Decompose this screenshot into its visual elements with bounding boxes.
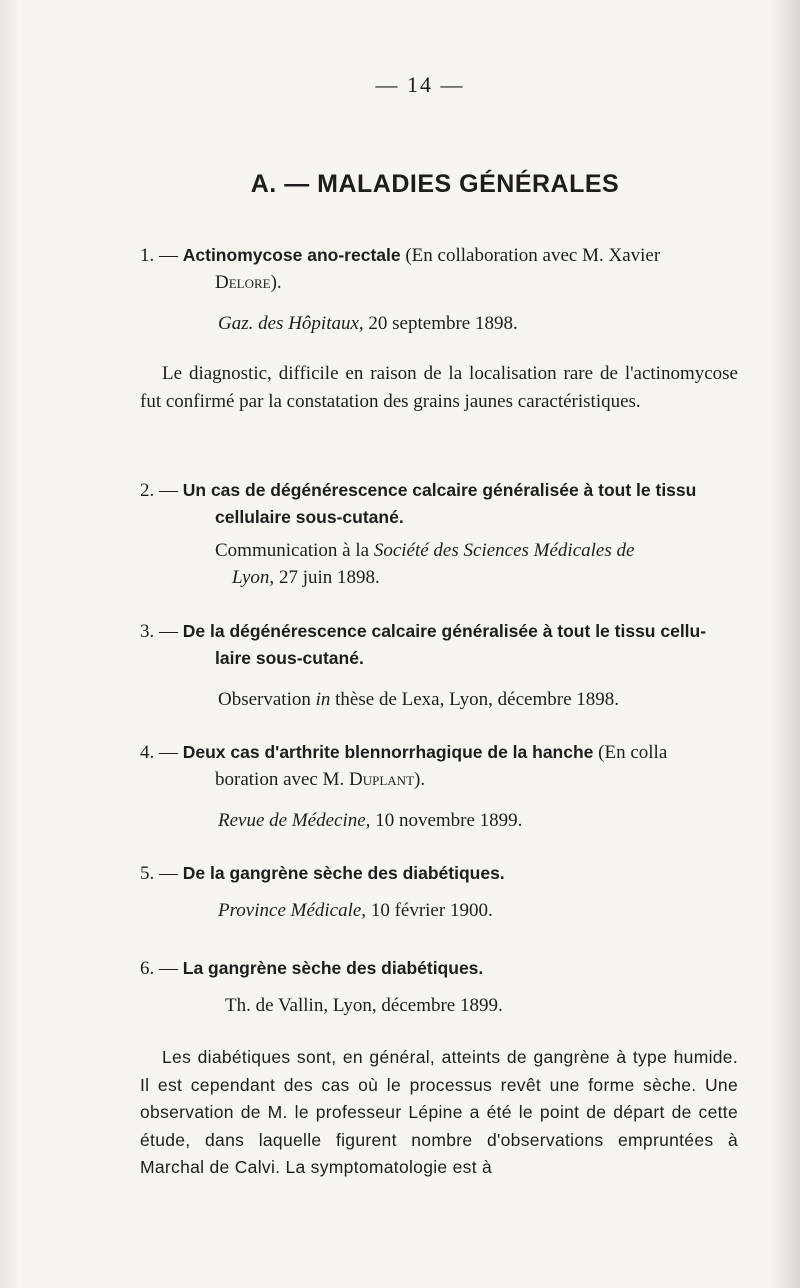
entry-dash: — bbox=[159, 245, 178, 266]
source-date: 10 novembre 1899. bbox=[370, 810, 523, 831]
entry-1 bbox=[140, 242, 740, 337]
source-date: 10 février 1900. bbox=[366, 900, 493, 921]
entry-number: 3. bbox=[140, 621, 155, 642]
entry-title: De la dégénérescence calcaire généralisée à tout le tissu cellu- bbox=[182, 621, 707, 641]
entry-title: Actinomycose ano-rectale bbox=[182, 245, 401, 265]
entry-continuation: cellulaire sous-cutané. bbox=[215, 507, 404, 527]
entry-continuation: Delore). bbox=[215, 272, 282, 293]
entry-number: 2. bbox=[140, 480, 155, 501]
entry-dash: — bbox=[159, 742, 178, 763]
source-city: Lyon, bbox=[232, 567, 275, 588]
source-date: 20 septembre 1898. bbox=[363, 313, 518, 334]
section-title: A. — MALADIES GÉNÉRALES bbox=[250, 170, 620, 198]
entry-title: Deux cas d'arthrite blennorrhagique de la hanche bbox=[182, 742, 594, 762]
entry-source bbox=[140, 897, 740, 924]
entry-heading bbox=[140, 955, 740, 982]
entry-title: La gangrène sèche des diabétiques. bbox=[182, 958, 484, 978]
collaborator-name: Duplant bbox=[349, 769, 415, 790]
entry-heading bbox=[140, 618, 740, 645]
continuation-end: ). bbox=[414, 769, 426, 790]
entry-number: 5. bbox=[140, 863, 155, 884]
source-journal: Province Médicale, bbox=[218, 900, 367, 921]
paragraph-actinomycose: Le diagnostic, difficile en raison de la localisation rare de l'actinomycose fut confirmé par la constatation des grains jaunes caractéristiques. bbox=[140, 363, 738, 412]
entry-5 bbox=[140, 860, 740, 924]
continuation-text: boration avec M. bbox=[215, 769, 350, 790]
entry-dash: — bbox=[159, 863, 178, 884]
entry-source bbox=[140, 992, 740, 1019]
entry-source bbox=[140, 537, 740, 564]
entry-source bbox=[140, 807, 740, 834]
entry-number: 4. bbox=[140, 742, 155, 763]
source-prefix: Communication à la bbox=[215, 540, 374, 561]
source-thesis: Th. de Vallin, Lyon, décembre 1899. bbox=[225, 995, 503, 1016]
source-prefix: Observation bbox=[218, 689, 316, 710]
entry-heading bbox=[140, 477, 740, 504]
entry-heading bbox=[140, 242, 740, 269]
entry-title: Un cas de dégénérescence calcaire généralisée à tout le tissu bbox=[182, 480, 697, 500]
paragraph-gangrene: Les diabétiques sont, en général, atteints de gangrène à type humide. Il est cependant des cas où le processus revêt une forme sèche. Une observation de M. le professeur Lépine a été le point de départ de cette étude, dans laquelle figurent nombre d'observations empruntées à Marchal de Calvi. La symptomatologie est à bbox=[140, 1047, 738, 1177]
entry-number: 1. bbox=[140, 245, 155, 266]
source-journal: Revue de Médecine, bbox=[218, 810, 371, 831]
entry-dash: — bbox=[159, 958, 178, 979]
entry-3 bbox=[140, 618, 740, 713]
entry-source bbox=[140, 310, 740, 337]
entry-heading bbox=[140, 739, 740, 766]
source-in: in bbox=[315, 689, 331, 710]
entry-dash: — bbox=[159, 480, 178, 501]
page-number: — 14 — bbox=[375, 72, 465, 97]
entry-source bbox=[140, 686, 740, 713]
source-journal: Société des Sciences Médicales de bbox=[373, 540, 635, 561]
entry-4 bbox=[140, 739, 740, 834]
entry-heading bbox=[140, 860, 740, 887]
entry-continuation bbox=[140, 766, 740, 793]
entry-source-line2 bbox=[140, 564, 740, 591]
source-date: 27 juin 1898. bbox=[274, 567, 380, 588]
entry-number: 6. bbox=[140, 958, 155, 979]
source-rest: thèse de Lexa, Lyon, décembre 1898. bbox=[330, 689, 619, 710]
entry-2 bbox=[140, 477, 740, 591]
source-journal: Gaz. des Hôpitaux, bbox=[218, 313, 364, 334]
entry-6 bbox=[140, 955, 740, 1019]
entry-title: De la gangrène sèche des diabétiques. bbox=[182, 863, 505, 883]
entry-dash: — bbox=[159, 621, 178, 642]
entry-title-rest: (En collaboration avec M. Xavier bbox=[400, 245, 661, 266]
entry-continuation: laire sous-cutané. bbox=[215, 648, 364, 668]
entry-title-rest: (En colla bbox=[593, 742, 668, 763]
